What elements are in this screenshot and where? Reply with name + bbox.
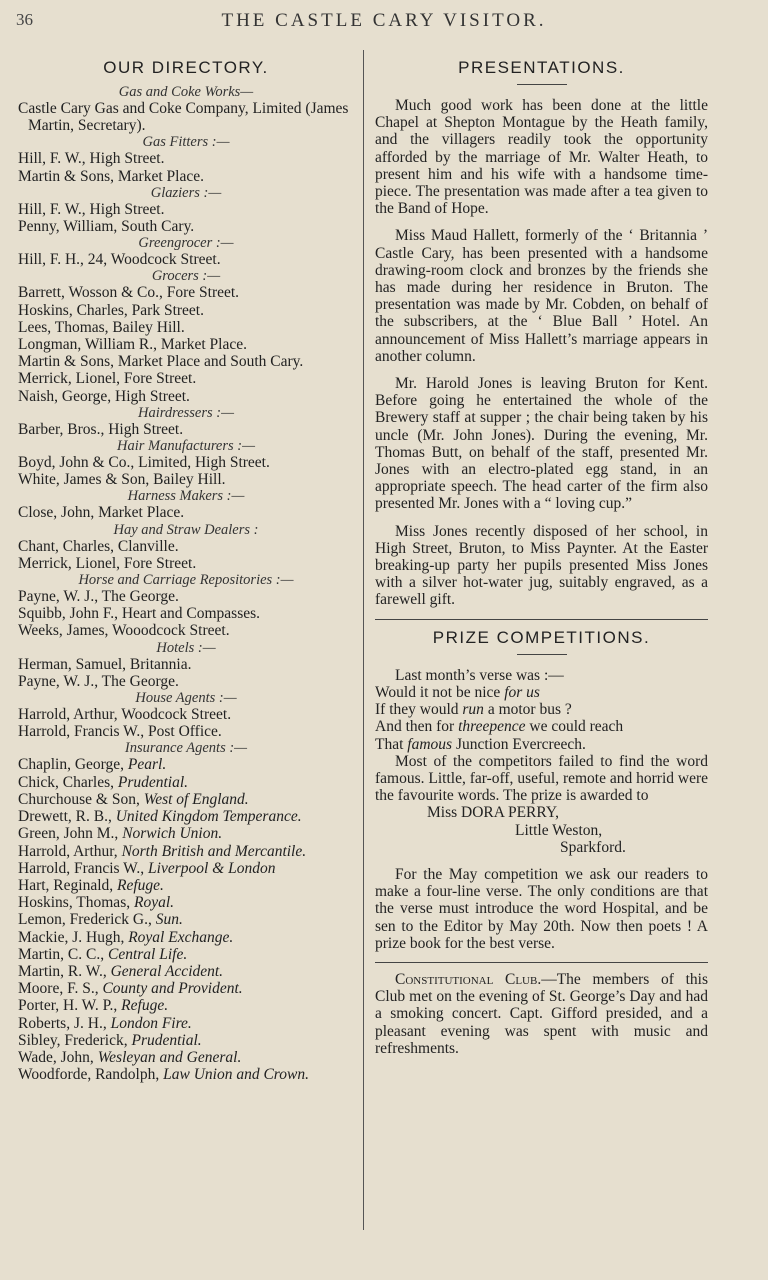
entry-insurer: Wesleyan and General.: [97, 1048, 242, 1066]
section-divider: [375, 962, 708, 963]
verse-fragment: And then for: [375, 718, 459, 736]
directory-entry: [18, 894, 354, 911]
next-competition-paragraph: For the May competition we ask our readers to make a four-line verse. The only conditions are that the verse must introduce the word Hospital, and be sen to the Editor by May 20th. Now then poets ! A prize book for the best verse.: [375, 865, 708, 952]
directory-entry: [18, 756, 354, 773]
verse-line: [375, 736, 708, 753]
directory-entry: [18, 723, 354, 740]
entry-name: Barrett, Wosson & Co., Fore Street.: [18, 284, 240, 302]
column-divider: [363, 50, 364, 1230]
directory-entry: [18, 284, 354, 301]
directory-entry: [18, 588, 354, 605]
entry-insurer: Prudential.: [131, 1031, 202, 1049]
directory-entry: [18, 1049, 354, 1066]
directory-column: [18, 54, 354, 1083]
entry-insurer: Pearl.: [127, 756, 167, 774]
entry-name: Chick, Charles,: [18, 773, 114, 791]
directory-entry: [18, 353, 354, 370]
entry-insurer: Royal Exchange.: [128, 928, 234, 946]
directory-entry: [18, 808, 354, 825]
entry-insurer: County and Provident.: [102, 980, 243, 998]
directory-entry: [18, 929, 354, 946]
entry-name: Close, John, Market Place.: [18, 504, 185, 522]
winner-address: Little Weston,: [515, 821, 603, 839]
entry-name: Harrold, Francis W.,: [18, 859, 145, 877]
directory-category: Gas Fitters :—: [142, 134, 230, 151]
verse-line: [375, 684, 708, 701]
entry-name: Chant, Charles, Clanville.: [18, 537, 179, 555]
directory-category: Greengrocer :—: [138, 235, 234, 252]
presentation-paragraph: Much good work has been done at the little Chapel at Shepton Montague by the Heath family, and the villagers readily took the opportunity afforded by the marriage of Mr. Walter Heath, to present him and his wife with a handsome time-piece. The presentation was made after a tea given to the Band of Hope.: [375, 97, 708, 218]
entry-name: Longman, William R., Market Place.: [18, 336, 247, 354]
entry-name: Boyd, John & Co., Limited, High Street.: [18, 454, 270, 472]
presentations-list: [375, 97, 708, 609]
heading-rule: [517, 84, 567, 85]
entry-name: Sibley, Frederick,: [18, 1031, 128, 1049]
winner-town: Sparkford.: [560, 838, 626, 856]
directory-entry: [18, 421, 354, 438]
directory-category: Horse and Carriage Repositories :—: [78, 572, 294, 589]
directory-entry: [18, 706, 354, 723]
directory-entry: [18, 843, 354, 860]
entry-name: Barber, Bros., High Street.: [18, 420, 184, 438]
club-paragraph: [375, 971, 708, 1057]
entry-insurer: Central Life.: [108, 945, 188, 963]
verse-fragment: a motor bus ?: [483, 701, 572, 719]
entry-insurer: West of England.: [143, 790, 249, 808]
entry-name: Payne, W. J., The George.: [18, 588, 179, 606]
verse-fragment: we could reach: [525, 718, 624, 736]
entry-name: Lees, Thomas, Bailey Hill.: [18, 318, 185, 336]
verse-fragment: famous: [407, 735, 453, 753]
verse-fragment: threepence: [458, 718, 526, 736]
entry-name: Chaplin, George,: [18, 756, 125, 774]
entry-name: Merrick, Lionel, Fore Street.: [18, 370, 197, 388]
entry-name: Martin & Sons, Market Place and South Cary.: [18, 353, 304, 371]
directory-category: Hotels :—: [156, 639, 216, 656]
entry-name: Weeks, James, Wooodcock Street.: [18, 622, 230, 640]
directory-entry: [18, 605, 354, 622]
directory-entry: [18, 302, 354, 319]
directory-entry: [18, 946, 354, 963]
directory-entry: [18, 791, 354, 808]
entry-name: Roberts, J. H.,: [18, 1014, 107, 1032]
directory-entry: [18, 336, 354, 353]
verse-line: [375, 701, 708, 718]
directory-entry: [18, 100, 354, 134]
presentation-paragraph: Miss Jones recently disposed of her school, in High Street, Bruton, to Miss Paynter. At the Easter breaking-up party her pupils presented Miss Jones with a silver hot-water jug, suitably engraved, as a farewell gift.: [375, 522, 708, 609]
entry-name: Penny, William, South Cary.: [18, 218, 195, 236]
directory-entry: [18, 673, 354, 690]
entry-insurer: Sun.: [155, 911, 183, 929]
directory-entry: [18, 997, 354, 1014]
directory-entry: [18, 980, 354, 997]
entry-insurer: Refuge.: [117, 876, 164, 894]
directory-heading: OUR DIRECTORY.: [103, 58, 269, 77]
directory-category: Hair Manufacturers :—: [116, 438, 255, 455]
entry-name: Castle Cary Gas and Coke Company, Limited (James Martin, Secretary).: [18, 100, 349, 135]
directory-entry: [18, 877, 354, 894]
directory-entry: [18, 656, 354, 673]
directory-entry: [18, 911, 354, 928]
right-column: [375, 54, 708, 1067]
entry-name: Wade, John,: [18, 1048, 94, 1066]
entry-name: Harrold, Francis W., Post Office.: [18, 723, 222, 741]
directory-category: Grocers :—: [151, 268, 221, 285]
presentation-paragraph: Mr. Harold Jones is leaving Bruton for Kent. Before going he entertained the whole of the Brewery staff at supper ; the chair being taken by his uncle (Mr. John Jones). During the evening, Mr. Thomas Butt, on behalf of the staff, presented Mr. Jones with an electro-plated egg stand, in an appropriate speech. The head carter of the firm also presented Mr. Jones with a “ loving cup.”: [375, 375, 708, 513]
entry-name: Hill, F. W., High Street.: [18, 200, 165, 218]
entry-name: Hill, F. W., High Street.: [18, 150, 165, 168]
verse-fragment: run: [462, 701, 484, 719]
verse-fragment: for us: [504, 683, 540, 701]
directory-category: Hay and Straw Dealers :: [113, 521, 259, 538]
entry-insurer: Liverpool & London: [148, 859, 276, 877]
verse-fragment: Junction Evercreech.: [452, 735, 586, 753]
entry-name: Hoskins, Charles, Park Street.: [18, 301, 204, 319]
directory-entry: [18, 825, 354, 842]
directory-category: Gas and Coke Works—: [118, 84, 254, 100]
directory-list: [18, 84, 354, 1083]
directory-entry: [18, 319, 354, 336]
entry-name: Harrold, Arthur,: [18, 842, 118, 860]
entry-name: Moore, F. S.,: [18, 980, 99, 998]
entry-insurer: London Fire.: [110, 1014, 192, 1032]
directory-entry: [18, 251, 354, 268]
entry-name: Squibb, John F., Heart and Compasses.: [18, 605, 261, 623]
entry-name: Merrick, Lionel, Fore Street.: [18, 554, 197, 572]
entry-name: White, James & Son, Bailey Hill.: [18, 471, 226, 489]
entry-name: Naish, George, High Street.: [18, 387, 190, 405]
entry-name: Hart, Reginald,: [18, 876, 114, 894]
directory-category: Glaziers :—: [150, 184, 222, 201]
directory-entry: [18, 150, 354, 167]
section-divider: [375, 619, 708, 620]
result-paragraph: Most of the competitors failed to find the word famous. Little, far-off, useful, remote and horrid were the favourite words. The prize is awarded to: [375, 752, 708, 805]
entry-name: Martin & Sons, Market Place.: [18, 167, 204, 185]
verse-fragment: That: [375, 735, 408, 753]
directory-entry: [18, 860, 354, 877]
directory-entry: [18, 168, 354, 185]
entry-name: Hill, F. H., 24, Woodcock Street.: [18, 251, 221, 269]
directory-category: Insurance Agents :—: [124, 740, 248, 757]
directory-entry: [18, 774, 354, 791]
directory-category: Hairdressers :—: [138, 404, 234, 421]
directory-entry: [18, 538, 354, 555]
directory-entry: [18, 388, 354, 405]
club-text: —The members of this Club met on the evening of St. George’s Day and had a smoking concert. Capt. Gifford presided, and a pleasant evening was spent with music and refreshments.: [375, 970, 708, 1057]
entry-insurer: Royal.: [133, 894, 175, 912]
verse-fragment: Would it not be nice: [375, 683, 505, 701]
directory-entry: [18, 471, 354, 488]
winner-name: Miss DORA PERRY,: [427, 804, 559, 822]
entry-name: Drewett, R. B.,: [18, 808, 112, 826]
directory-entry: [18, 504, 354, 521]
directory-category: House Agents :—: [135, 690, 237, 707]
verse-intro: Last month’s verse was :—: [395, 666, 564, 684]
entry-insurer: Norwich Union.: [122, 825, 223, 843]
verse: [375, 684, 708, 753]
running-title: THE CASTLE CARY VISITOR.: [221, 10, 547, 31]
directory-entry: [18, 454, 354, 471]
entry-name: Green, John M.,: [18, 825, 119, 843]
entry-insurer: North British and Mercantile.: [121, 842, 307, 860]
directory-entry: [18, 1032, 354, 1049]
directory-category: Harness Makers :—: [127, 488, 245, 505]
directory-entry: [18, 218, 354, 235]
entry-name: Martin, C. C.,: [18, 945, 105, 963]
directory-entry: [18, 555, 354, 572]
entry-insurer: Refuge.: [121, 997, 169, 1015]
entry-name: Harrold, Arthur, Woodcock Street.: [18, 706, 232, 724]
prize-heading: PRIZE COMPETITIONS.: [432, 627, 651, 647]
entry-name: Porter, H. W. P.,: [18, 997, 118, 1015]
directory-entry: [18, 201, 354, 218]
entry-name: Woodforde, Randolph,: [18, 1066, 160, 1084]
entry-name: Martin, R. W.,: [18, 962, 107, 980]
entry-insurer: General Accident.: [110, 962, 224, 980]
directory-entry: [18, 963, 354, 980]
entry-name: Payne, W. J., The George.: [18, 672, 179, 690]
entry-insurer: Prudential.: [117, 773, 189, 791]
directory-entry: [18, 622, 354, 639]
heading-rule: [517, 654, 567, 655]
entry-name: Herman, Samuel, Britannia.: [18, 655, 192, 673]
entry-insurer: Law Union and Crown.: [163, 1066, 309, 1084]
directory-entry: [18, 370, 354, 387]
verse-line: [375, 718, 708, 735]
entry-insurer: United Kingdom Temperance.: [115, 808, 302, 826]
presentation-paragraph: Miss Maud Hallett, formerly of the ‘ Britannia ’ Castle Cary, has been presented with a handsome drawing-room clock and bronzes by the friends she has made during her residence in Bruton. The presentation was made by Mr. Cobden, on behalf of the subscribers, at the ‘ Blue Ball ’ Hotel. An announcement of Miss Hallett’s marriage appears in another column.: [375, 227, 708, 365]
entry-name: Churchouse & Son,: [18, 790, 140, 808]
directory-entry: [18, 1066, 354, 1083]
entry-name: Lemon, Frederick G.,: [18, 911, 152, 929]
directory-entry: [18, 1015, 354, 1032]
verse-fragment: If they would: [375, 701, 463, 719]
entry-name: Mackie, J. Hugh,: [18, 928, 125, 946]
page-number: 36: [16, 10, 33, 29]
club-title: Constitutional Club.: [395, 970, 542, 988]
entry-name: Hoskins, Thomas,: [18, 894, 131, 912]
presentations-heading: PRESENTATIONS.: [458, 58, 625, 77]
winner-block: [375, 804, 708, 856]
